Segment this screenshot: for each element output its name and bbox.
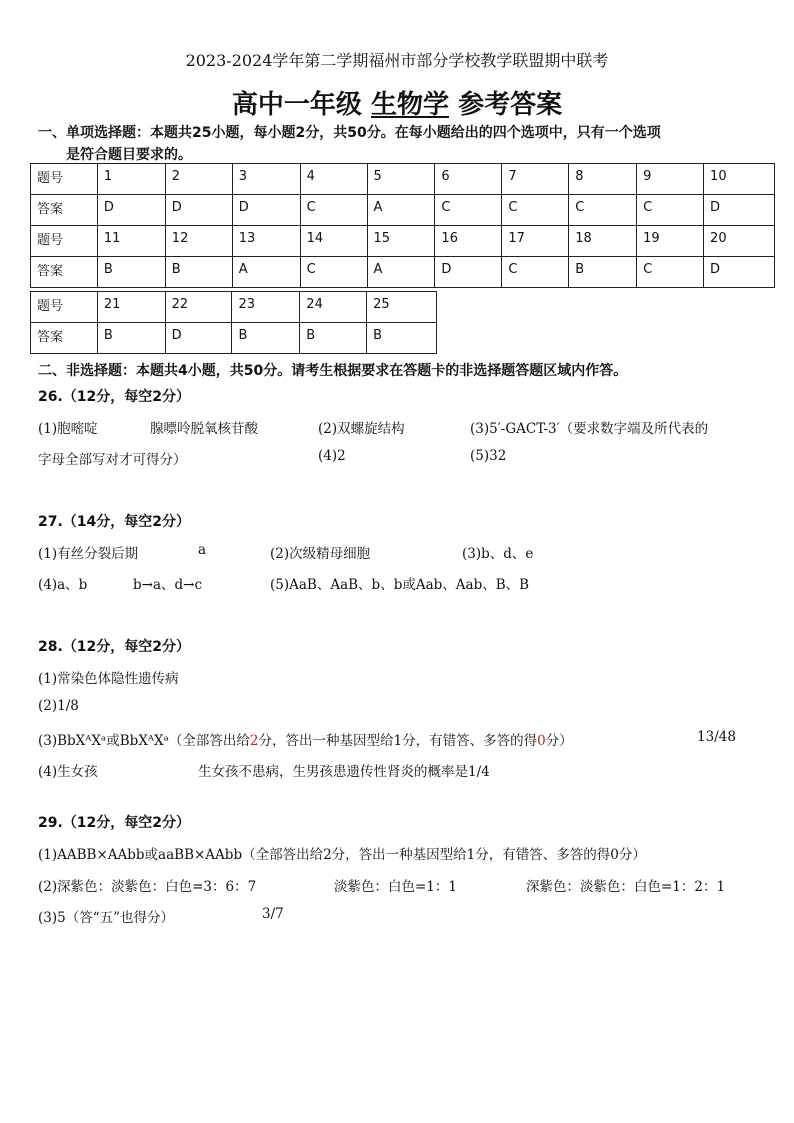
question-number: 9 xyxy=(637,164,704,195)
question-label: 题号 xyxy=(31,292,98,323)
mc-table-block-2 xyxy=(30,291,437,354)
question-number: 10 xyxy=(704,164,775,195)
section2-instructions: 二、非选择题：本题共4小题，共50分。请考生根据要求在答题卡的非选择题答题区域内作答。 xyxy=(38,363,628,379)
q29-answer-2: (2)深紫色：淡紫色：白色=3：6：7 xyxy=(38,879,257,895)
answer-label: 答案 xyxy=(31,323,98,354)
q28-answer-2: (2)1/8 xyxy=(38,698,79,714)
table-row-question-numbers xyxy=(31,164,775,195)
section1-instructions-cont: 是符合题目要求的。 xyxy=(66,147,192,163)
question-number: 3 xyxy=(232,164,300,195)
answer-cell: C xyxy=(502,195,569,226)
q28-answer-1: (1)常染色体隐性遗传病 xyxy=(38,671,179,687)
answer-cell: B xyxy=(232,323,300,354)
q28-a3-text: (3)BbXᴬXᵃ或BbXᴬXᵃ（全部答出给 xyxy=(38,733,250,749)
answer-cell: C xyxy=(300,257,367,288)
answer-cell: D xyxy=(97,195,165,226)
q28-a3-text-mid2: 分，有错答、多答的得 xyxy=(402,733,538,749)
q28-heading: 28.（12分，每空2分） xyxy=(38,639,191,655)
question-number: 16 xyxy=(435,226,502,257)
question-number: 7 xyxy=(502,164,569,195)
question-number: 21 xyxy=(97,292,165,323)
q29-answer-2b: 淡紫色：白色=1：1 xyxy=(334,879,457,895)
answer-cell: B xyxy=(97,323,165,354)
table-row-question-numbers xyxy=(31,226,775,257)
answer-cell: C xyxy=(637,257,704,288)
q28-a3-text-mid: 分，答出一种基因型给 xyxy=(258,733,394,749)
answer-label: 答案 xyxy=(31,195,98,226)
question-label: 题号 xyxy=(31,164,98,195)
q27-heading: 27.（14分，每空2分） xyxy=(38,514,191,530)
answer-cell: C xyxy=(502,257,569,288)
q29-answer-2c: 深紫色：淡紫色：白色=1：2：1 xyxy=(526,879,726,895)
table-row-answers xyxy=(31,323,437,354)
question-number: 23 xyxy=(232,292,300,323)
answer-cell: D xyxy=(704,195,775,226)
question-label: 题号 xyxy=(31,226,98,257)
question-number: 13 xyxy=(232,226,300,257)
q28-a3-score-zero: 0 xyxy=(537,733,546,749)
answer-cell: C xyxy=(637,195,704,226)
answer-cell: D xyxy=(232,195,300,226)
title-subject: 生物学 xyxy=(370,90,449,120)
question-number: 2 xyxy=(165,164,232,195)
question-number: 11 xyxy=(97,226,165,257)
answer-cell: B xyxy=(569,257,637,288)
q26-heading: 26.（12分，每空2分） xyxy=(38,389,191,405)
answer-cell: D xyxy=(435,257,502,288)
answer-cell: A xyxy=(367,257,435,288)
answer-cell: A xyxy=(232,257,300,288)
answer-cell: C xyxy=(569,195,637,226)
q27-answer-3: (3)b、d、e xyxy=(462,546,534,562)
q26-answer-3-cont: 字母全部写对才可得分） xyxy=(38,452,187,468)
q28-answer-4b: 生女孩不患病，生男孩患遗传性肾炎的概率是1/4 xyxy=(198,764,490,780)
question-number: 18 xyxy=(569,226,637,257)
q27-answer-2: (2)次级精母细胞 xyxy=(270,546,371,562)
q27-answer-5: (5)AaB、AaB、b、b或Aab、Aab、B、B xyxy=(270,577,530,593)
q26-answer-2: (2)双螺旋结构 xyxy=(318,421,405,437)
q29-heading: 29.（12分，每空2分） xyxy=(38,815,191,831)
q29-answer-3: (3)5（答“五”也得分） xyxy=(38,910,175,926)
q26-answer-3: (3)5′-GACT-3′（要求数字端及所代表的 xyxy=(470,421,709,437)
q26-answer-1: (1)胞嘧啶 xyxy=(38,421,98,437)
question-number: 25 xyxy=(367,292,437,323)
q27-answer-1b: a xyxy=(198,542,207,558)
q26-answer-5: (5)32 xyxy=(470,448,507,464)
q28-answer-4: (4)生女孩 xyxy=(38,764,98,780)
page-title xyxy=(0,84,794,121)
q28-a3-text-end: 分） xyxy=(545,733,573,749)
question-number: 12 xyxy=(165,226,232,257)
answer-cell: A xyxy=(367,195,435,226)
question-number: 6 xyxy=(435,164,502,195)
table-row-question-numbers xyxy=(31,292,437,323)
q28-answer-3b: 13/48 xyxy=(697,729,736,745)
q26-answer-4: (4)2 xyxy=(318,448,346,464)
question-number: 15 xyxy=(367,226,435,257)
answer-label: 答案 xyxy=(31,257,98,288)
q29-answer-3b: 3/7 xyxy=(262,906,284,922)
table-row-answers xyxy=(31,257,775,288)
answer-cell: D xyxy=(704,257,775,288)
question-number: 22 xyxy=(165,292,232,323)
table-row-answers xyxy=(31,195,775,226)
question-number: 19 xyxy=(637,226,704,257)
answer-cell: D xyxy=(165,195,232,226)
answer-cell: C xyxy=(435,195,502,226)
question-number: 1 xyxy=(97,164,165,195)
q27-answer-4b: b→a、d→c xyxy=(133,577,203,593)
mc-table-block-1 xyxy=(30,163,775,288)
q28-a3-score-full: 2 xyxy=(249,733,259,749)
title-answers: 参考答案 xyxy=(458,90,563,120)
answer-cell: B xyxy=(367,323,437,354)
q28-a3-score-partial: 1 xyxy=(393,733,403,749)
q26-answer-1b: 腺嘌呤脱氧核苷酸 xyxy=(150,421,258,437)
question-number: 17 xyxy=(502,226,569,257)
title-grade: 高中一年级 xyxy=(231,90,362,120)
answer-cell: B xyxy=(300,323,367,354)
answer-cell: B xyxy=(97,257,165,288)
question-number: 5 xyxy=(367,164,435,195)
question-number: 8 xyxy=(569,164,637,195)
question-number: 14 xyxy=(300,226,367,257)
q29-answer-1: (1)AABB×AAbb或aaBB×AAbb（全部答出给2分，答出一种基因型给1分，有错答、多答的得0分） xyxy=(38,847,646,863)
section1-instructions: 一、单项选择题：本题共25小题，每小题2分，共50分。在每小题给出的四个选项中，只有一个选项 xyxy=(38,125,661,141)
q28-answer-3 xyxy=(38,729,573,749)
answer-cell: B xyxy=(165,257,232,288)
q27-answer-4: (4)a、b xyxy=(38,577,88,593)
answer-cell: C xyxy=(300,195,367,226)
exam-header: 2023-2024学年第二学期福州市部分学校教学联盟期中联考 xyxy=(185,51,609,70)
question-number: 4 xyxy=(300,164,367,195)
question-number: 20 xyxy=(704,226,775,257)
answer-cell: D xyxy=(165,323,232,354)
q27-answer-1: (1)有丝分裂后期 xyxy=(38,546,139,562)
question-number: 24 xyxy=(300,292,367,323)
